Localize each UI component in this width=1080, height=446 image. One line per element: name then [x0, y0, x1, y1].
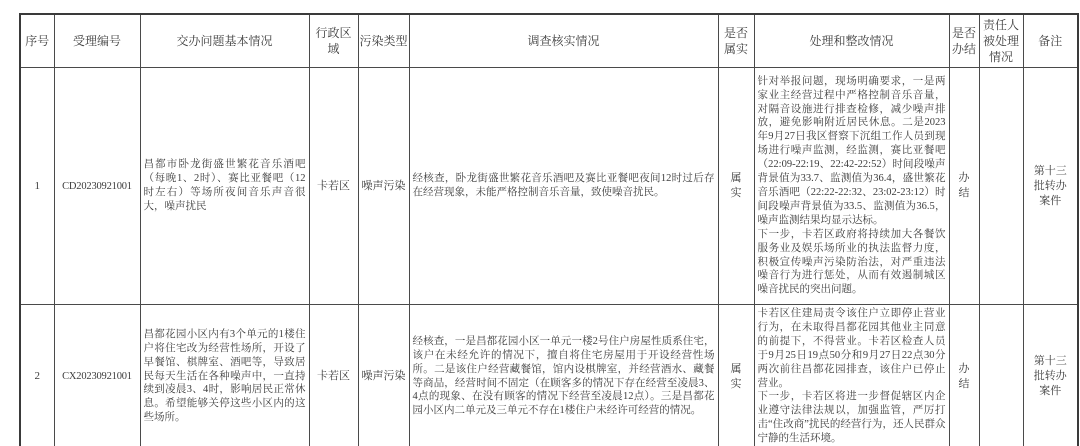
header-remark: 备注 — [1023, 14, 1078, 68]
header-is-closed: 是否办结 — [949, 14, 979, 68]
handling-paragraph: 下一步，卡若区将进一步督促辖区内企业遵守法律法规以，加强监管，严厉打击“住改商”扰民的经营行为，还人民群众宁静的生活环境。 — [757, 391, 946, 445]
cell-pollution-type: 噪声污染 — [358, 68, 409, 305]
table-header-row — [20, 14, 1078, 68]
cell-region: 卡若区 — [309, 68, 358, 305]
handling-paragraph: 下一步，卡若区政府将持续加大各餐饮服务业及娱乐场所业的执法监督力度，积极宣传噪声污染防治法，对严重违法噪音行为进行惩处，从而有效遏制城区噪音扰民的突出问题。 — [757, 228, 946, 296]
cell-pollution-type: 噪声污染 — [358, 305, 409, 446]
header-problem-summary: 交办问题基本情况 — [140, 14, 309, 68]
header-serial-number: 序号 — [20, 14, 54, 68]
header-verification: 调查核实情况 — [409, 14, 718, 68]
cell-is-closed: 办结 — [949, 305, 979, 446]
header-pollution-type: 污染类型 — [358, 14, 409, 68]
complaint-handling-table — [19, 13, 1079, 446]
cell-serial-number: 1 — [20, 68, 54, 305]
table-row — [20, 68, 1078, 305]
cell-remark: 第十三批转办案件 — [1023, 68, 1078, 305]
cell-responsible-handled — [979, 305, 1023, 446]
header-responsible-handled: 责任人被处理情况 — [979, 14, 1023, 68]
cell-region: 卡若区 — [309, 305, 358, 446]
cell-problem-summary: 昌都市卧龙街盛世繁花音乐酒吧（每晚1、2时）、赛比亚餐吧（12时左右）等场所夜间音乐声音很大，噪声扰民 — [140, 68, 309, 305]
cell-problem-summary: 昌都花园小区内有3个单元的1楼住户将住宅改为经营性场所，开设了早餐馆、棋牌室、酒吧等，导致居民每天生活在各种噪声中，一直持续到凌晨3、4时，影响居民正常休息。希望能够关停这些小区内的这些场所。 — [140, 305, 309, 446]
cell-remark: 第十三批转办案件 — [1023, 305, 1078, 446]
handling-paragraph: 针对举报问题，现场明确要求，一是两家业主经营过程中严格控制音乐音量，对隔音设施进行排查检修，减少噪声排放，避免影响附近居民休息。二是2023年9月27日我区督察下沉组工作人员到现场进行噪声监测，经监测，赛比亚餐吧（22:09-22:19、22:42-22:52）时间段噪声背景值为33.7、监测值为36.4，盛世繁花音乐酒吧（22:22-22:32、23:02-23:12）时间段噪声背景值为33.5、监测值为36.5，噪声监测结果均显示达标。 — [757, 75, 946, 226]
cell-case-number: CX20230921001 — [54, 305, 140, 446]
cell-is-closed: 办结 — [949, 68, 979, 305]
handling-paragraph: 卡若区住建局责令该住户立即停止营业行为，在未取得昌都花园其他业主同意的前提下，不得营业。卡若区检查人员于9月25日19点50分和9月27日22点30分两次前往昌都花园排查，该住户已停止营业。 — [757, 308, 946, 389]
cell-handling — [754, 305, 949, 446]
cell-handling — [754, 68, 949, 305]
cell-case-number: CD20230921001 — [54, 68, 140, 305]
cell-is-true: 属实 — [718, 305, 754, 446]
cell-verification: 经核查，卧龙街盛世繁花音乐酒吧及赛比亚餐吧夜间12时过后存在经营现象，未能严格控制音乐音量，致使噪音扰民。 — [409, 68, 718, 305]
header-is-true: 是否属实 — [718, 14, 754, 68]
header-case-number: 受理编号 — [54, 14, 140, 68]
cell-responsible-handled — [979, 68, 1023, 305]
cell-serial-number: 2 — [20, 305, 54, 446]
header-region: 行政区域 — [309, 14, 358, 68]
table-row — [20, 305, 1078, 446]
header-handling: 处理和整改情况 — [754, 14, 949, 68]
cell-is-true: 属实 — [718, 68, 754, 305]
cell-verification: 经核查，一是昌都花园小区一单元一楼2号住户房屋性质系住宅，该户在未经允许的情况下，擅自将住宅房屋用于开设经营性场所。二是该住户经营藏餐馆，馆内设棋牌室，并经营酒水、藏餐等商品，经营时间不固定（在顾客多的情况下存在经营至凌晨3、4点的现象、在没有顾客的情况下经营至凌晨12点）。三是昌都花园小区内二单元及三单元不存在1楼住户未经许可经营的情况。 — [409, 305, 718, 446]
